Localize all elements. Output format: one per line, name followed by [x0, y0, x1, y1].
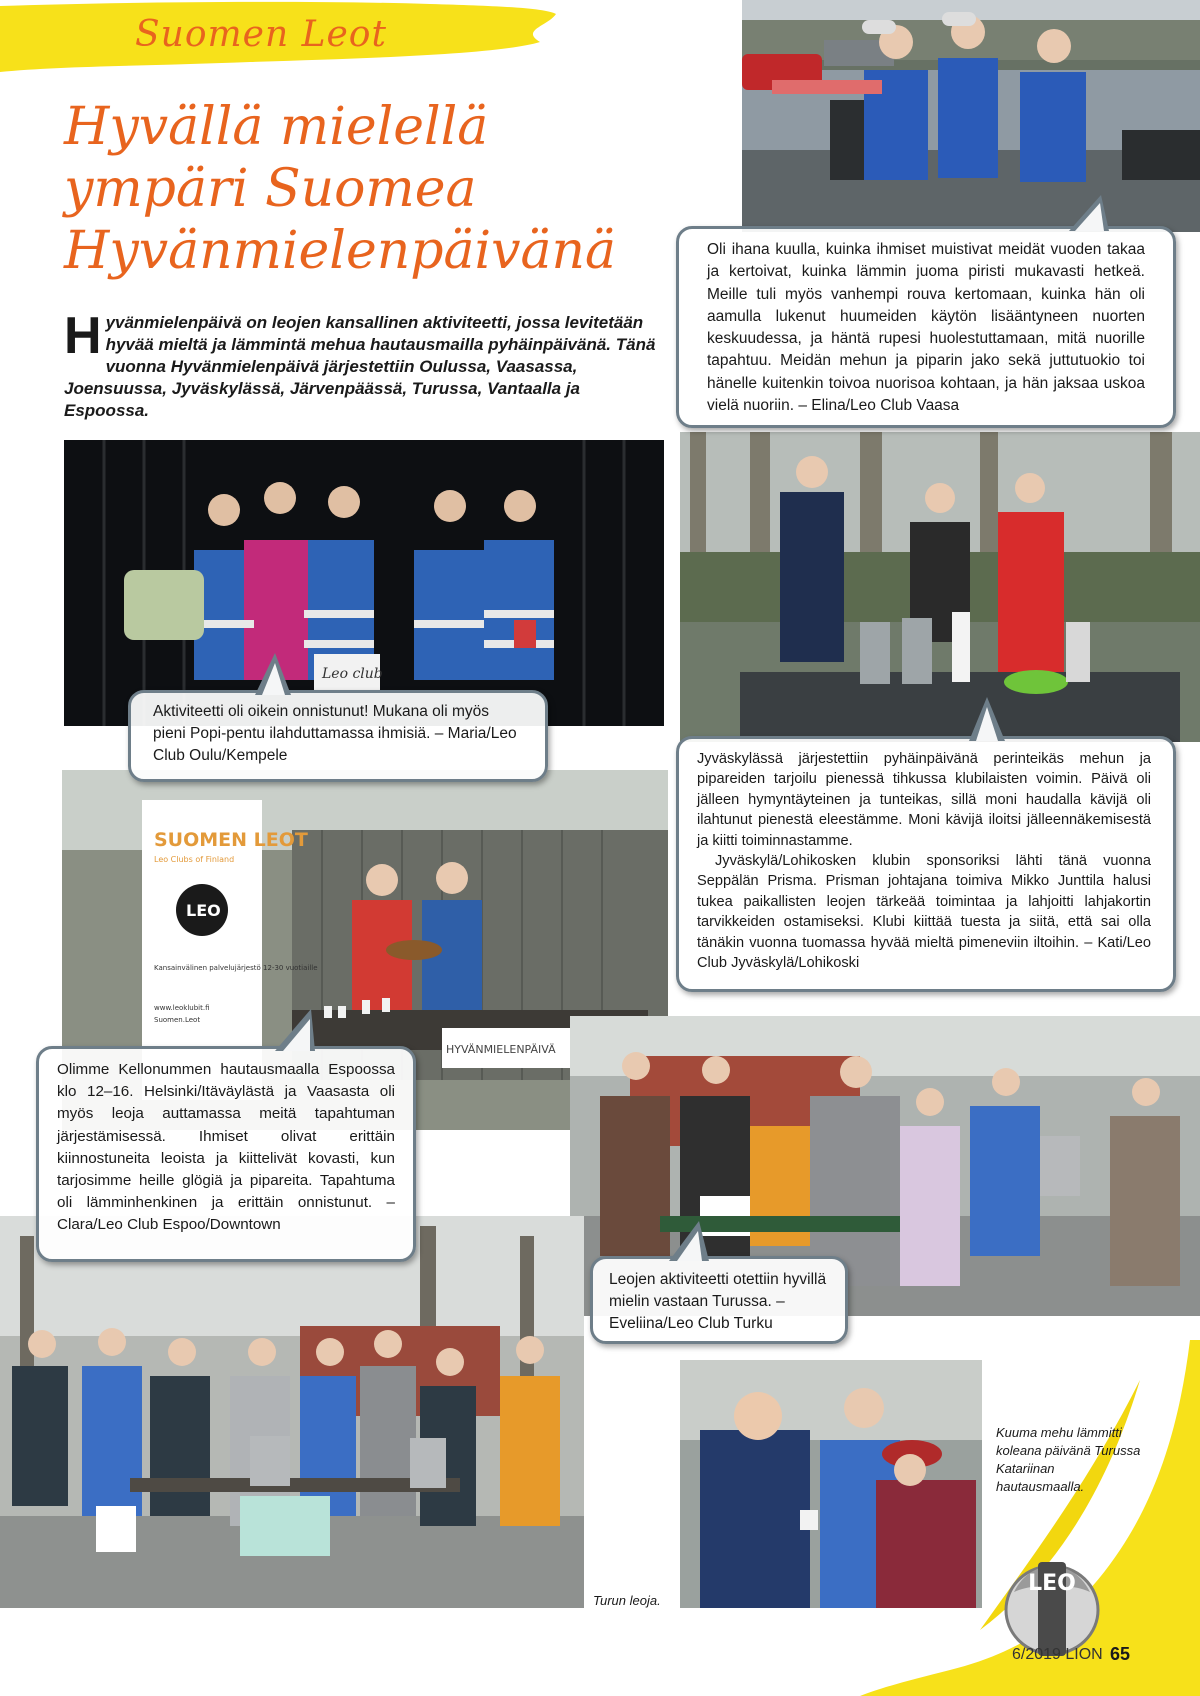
headline-line-1: Hyvällä mielellä [64, 97, 489, 157]
caption-pointer [669, 1221, 709, 1261]
caption-turku-text: Leojen aktiviteetti otettiin hyvillä mielin vastaan Turussa. – Eveliina/Leo Club Turku [609, 1271, 827, 1332]
caption-pointer [275, 1009, 315, 1051]
banner-facebook: Suomen.Leot [154, 1016, 201, 1024]
page-number: 65 [1110, 1644, 1131, 1664]
headline-line-3: Hyvänmielenpäivänä [64, 221, 616, 281]
caption-jyvaskyla-text-1: Jyväskylässä järjestettiin pyhäinpäivänä perinteikäs mehun ja pipareiden tarjoilu pienessä tihkussa klubilaisten voimin. Päivä oli jälleen hymyntäyteinen ja tunteikas, sillä moni haudalla kävijä oli ilahtunut pienestä eleestämme. Moni kävijä iloitsi jälleennäkemisestä ja kiitti toiminnastamme. [697, 751, 1151, 849]
intro-paragraph [64, 307, 664, 422]
photo-oulu-night [64, 440, 664, 726]
photo-katariina-cemetery [680, 1360, 982, 1608]
caption-pointer [255, 653, 291, 695]
banner-website: www.leoklubit.fi [154, 1004, 210, 1012]
caption-oulu-text: Aktiviteetti oli oikein onnistunut! Mukana oli myös pieni Popi-pentu ilahduttamassa ihmisiä. – Maria/Leo Club Oulu/Kempele [153, 703, 517, 764]
section-label: Suomen Leot [135, 14, 387, 55]
headline [64, 96, 664, 282]
magazine-issue: 6/2019 LION [1012, 1646, 1103, 1663]
banner-description: Kansainvälinen palvelujärjestö 12-30 vuotiaille [154, 964, 318, 972]
caption-espoo [36, 1046, 416, 1262]
intro-text: yvänmielenpäivä on leojen kansallinen aktiviteetti, jossa levitetään hyvää mieltä ja lämmintä mehua hautausmailla pyhäinpäivänä. Tänä vuonna Hyvänmielenpäivä järjestettiin Oulussa, Vaasassa, Joensuussa, Jyväskylässä, Järvenpäässä, Turussa, Vantaalla ja Espoossa. [64, 313, 656, 420]
banner-logo-text: LEO [186, 901, 221, 920]
caption-espoo-text: Olimme Kellonummen hautausmaalla Espoossa klo 12–16. Helsinki/Itäväylästä ja Vaasasta oli myös leoja auttamassa meitä tapahtuman järjestämisessä. Ihmiset olivat erittäin kiinnostuneita leoista ja kiittelivät kovasti, kun tarjosimme heille glögiä ja pipareita. Tapahtuma oli lämminhenkinen ja erittäin onnistunut. – Clara/Leo Club Espoo/Downtown [57, 1061, 395, 1234]
caption-pointer [1069, 195, 1109, 231]
headline-line-2: ympäri Suomea [64, 159, 477, 219]
caption-oulu [128, 690, 548, 782]
table-sign: HYVÄNMIELENPÄIVÄ [446, 1043, 556, 1056]
leo-logo-text: LEO [1028, 1571, 1076, 1596]
caption-vaasa-text: Oli ihana kuulla, kuinka ihmiset muistivat meidät vuoden takaa ja kertoivat, kuinka lämmin juoma piristi mukavasti hetkeä. Meille tuli myös vanhempi rouva kertomaan, kuinka hän oli aamulla lukenut huumeiden käytön lisääntyneen nuorten keskuudessa, ja häntä rupesi huolestuttamaan, mitä nuorille tapahtuu. Meidän mehun ja piparin jako sekä juttutuokio toi hänelle kuitenkin toivoa nuorisoa kohtaan, ja hän jaksaa uskoa vielä nuoriin. – Elina/Leo Club Vaasa [707, 241, 1145, 415]
caption-pointer [969, 697, 1005, 741]
photo-turun-leoja [0, 1216, 584, 1608]
caption-jyvaskyla-text-2: Jyväskylä/Lohikosken klubin sponsoriksi lähti tänä vuonna Seppälän Prisma. Prisman johtajana toimiva Mikko Junttila halusi tukea paikallisten leojen tärkeää toimintaa ja lahjoitti lahjakortin tarvikkeiden ostamiseksi. Klubi kiittää tuesta ja siitä, että sai olla tänäkin vuonna tuomassa hyvää mieltä pimeneviin iltoihin. – Kati/Leo Club Jyväskylä/Lohikoski [697, 853, 1151, 972]
leo-club-sign: Leo club [322, 666, 383, 682]
caption-vaasa [676, 226, 1176, 428]
caption-turku [590, 1256, 848, 1344]
caption-jyvaskyla [676, 736, 1176, 992]
intro-dropcap: H [64, 307, 102, 365]
photo-jyvaskyla [680, 432, 1200, 742]
caption-mehu: Kuuma mehu lämmitti koleana päivänä Turussa Katariinan hautausmaalla. [996, 1425, 1141, 1494]
photo-vaasa-leos [742, 0, 1200, 232]
caption-turun-leoja: Turun leoja. [593, 1593, 661, 1608]
banner-title: SUOMEN LEOT [154, 829, 308, 851]
banner-subtitle: Leo Clubs of Finland [154, 855, 235, 864]
